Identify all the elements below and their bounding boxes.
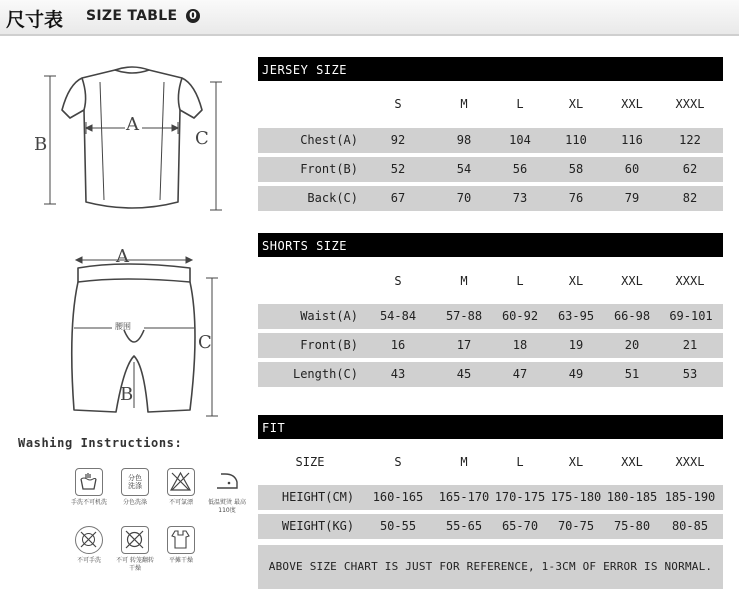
cell: 66-98: [613, 309, 651, 323]
cell: 16: [390, 338, 406, 352]
cell: 60: [624, 162, 640, 176]
cell: 43: [390, 367, 406, 381]
fit-size-m: M: [460, 455, 468, 469]
cell: 62: [682, 162, 698, 176]
cell: 69-101: [669, 309, 713, 323]
cell: 17: [456, 338, 472, 352]
separate-wash-icon: [114, 468, 156, 507]
hand-wash-caption: 手洗不可机洗: [70, 499, 107, 506]
shorts-label-waist: 腰围: [115, 322, 131, 331]
fit-header-label: SIZE: [295, 455, 325, 469]
iron-low-icon: [206, 468, 248, 515]
cell: 47: [512, 367, 528, 381]
title-english: SIZE TABLE: [86, 8, 178, 24]
washing-title: Washing Instructions:: [18, 436, 183, 450]
title-chinese: 尺寸表: [6, 9, 64, 31]
fit-size-l: L: [516, 455, 524, 469]
cell: 76: [568, 191, 584, 205]
fit-row-weight: [258, 514, 723, 539]
shorts-size-xl: XL: [568, 274, 584, 288]
cell: 98: [456, 133, 472, 147]
cell: 160-165: [372, 490, 424, 504]
title-badge: 0: [186, 9, 200, 23]
cell: 75-80: [613, 519, 651, 533]
cell: 116: [621, 133, 643, 147]
cell: 70-75: [557, 519, 595, 533]
cell: 54: [456, 162, 472, 176]
cell: 60-92: [501, 309, 539, 323]
cell: 170-175: [494, 490, 546, 504]
row-label: HEIGHT(CM): [281, 490, 355, 504]
fit-size-xxl: XXL: [621, 455, 643, 469]
jersey-size-xxl: XXL: [621, 97, 643, 111]
jersey-label-a: A: [126, 114, 139, 135]
no-tumble-dry-icon: [114, 526, 156, 573]
jersey-row-front: [258, 157, 723, 182]
cell: 49: [568, 367, 584, 381]
shorts-size-m: M: [460, 274, 468, 288]
size-chart-note: ABOVE SIZE CHART IS JUST FOR REFERENCE, 1-3CM OF ERROR IS NORMAL.: [258, 545, 723, 589]
cell: 58: [568, 162, 584, 176]
jersey-size-xxxl: XXXL: [675, 97, 705, 111]
fit-size-xl: XL: [568, 455, 584, 469]
no-hand-wash-caption: 不可手洗: [76, 557, 101, 564]
fit-row-height: [258, 485, 723, 510]
cell: 55-65: [445, 519, 483, 533]
iron-low-caption: 低温熨烫 最高110度: [208, 499, 246, 514]
jersey-row-back: [258, 186, 723, 211]
no-bleach-icon: [160, 468, 202, 507]
shorts-size-s: S: [394, 274, 402, 288]
separate-wash-inner-text: 分色 洗涤: [128, 474, 142, 490]
page-header: [0, 0, 739, 36]
cell: 165-170: [438, 490, 490, 504]
jersey-size-header-row: [258, 92, 723, 117]
cell: 70: [456, 191, 472, 205]
shorts-size-l: L: [516, 274, 524, 288]
shorts-size-xxxl: XXXL: [675, 274, 705, 288]
cell: 20: [624, 338, 640, 352]
fit-size-s: S: [394, 455, 402, 469]
jersey-size-l: L: [516, 97, 524, 111]
jersey-diagram: [30, 62, 230, 222]
row-label: Back(C): [307, 191, 358, 205]
cell: 185-190: [664, 490, 716, 504]
jersey-row-chest: [258, 128, 723, 153]
cell: 104: [509, 133, 531, 147]
shorts-diagram: [50, 248, 230, 428]
cell: 19: [568, 338, 584, 352]
cell: 21: [682, 338, 698, 352]
jersey-label-c: C: [195, 128, 209, 149]
no-tumble-dry-caption: 不可 转笼翻转干燥: [116, 557, 154, 572]
cell: 54-84: [379, 309, 417, 323]
cell: 80-85: [671, 519, 709, 533]
cell: 180-185: [606, 490, 658, 504]
separate-wash-caption: 分色洗涤: [122, 499, 147, 506]
row-label: Length(C): [292, 367, 358, 381]
jersey-size-s: S: [394, 97, 402, 111]
shorts-section-title: SHORTS SIZE: [258, 233, 723, 257]
row-label: Front(B): [300, 338, 358, 352]
cell: 175-180: [550, 490, 602, 504]
jersey-section-title: JERSEY SIZE: [258, 57, 723, 81]
cell: 82: [682, 191, 698, 205]
shorts-label-c: C: [198, 332, 212, 353]
no-hand-wash-icon: [68, 526, 110, 565]
cell: 67: [390, 191, 406, 205]
row-label: Front(B): [300, 162, 358, 176]
cell: 63-95: [557, 309, 595, 323]
row-label: WEIGHT(KG): [281, 519, 355, 533]
row-label: Waist(A): [300, 309, 358, 323]
cell: 45: [456, 367, 472, 381]
shorts-label-a: A: [116, 246, 129, 267]
cell: 73: [512, 191, 528, 205]
flat-dry-caption: 平摊干燥: [168, 557, 193, 564]
cell: 92: [390, 133, 406, 147]
fit-size-xxxl: XXXL: [675, 455, 705, 469]
shorts-row-waist: [258, 304, 723, 329]
no-bleach-caption: 不可氯漂: [168, 499, 193, 506]
hand-wash-icon: [68, 468, 110, 507]
cell: 52: [390, 162, 406, 176]
row-label: Chest(A): [300, 133, 358, 147]
cell: 50-55: [379, 519, 417, 533]
fit-size-header-row: [258, 450, 723, 475]
shorts-size-header-row: [258, 269, 723, 294]
jersey-size-xl: XL: [568, 97, 584, 111]
cell: 79: [624, 191, 640, 205]
flat-dry-icon: [160, 526, 202, 565]
fit-section-title: FIT: [258, 415, 723, 439]
cell: 18: [512, 338, 528, 352]
cell: 57-88: [445, 309, 483, 323]
cell: 56: [512, 162, 528, 176]
cell: 65-70: [501, 519, 539, 533]
cell: 51: [624, 367, 640, 381]
jersey-size-m: M: [460, 97, 468, 111]
cell: 110: [565, 133, 587, 147]
shorts-size-xxl: XXL: [621, 274, 643, 288]
jersey-label-b: B: [34, 134, 48, 155]
shorts-row-length: [258, 362, 723, 387]
shorts-label-b: B: [120, 384, 134, 405]
cell: 122: [679, 133, 701, 147]
shorts-row-front: [258, 333, 723, 358]
cell: 53: [682, 367, 698, 381]
